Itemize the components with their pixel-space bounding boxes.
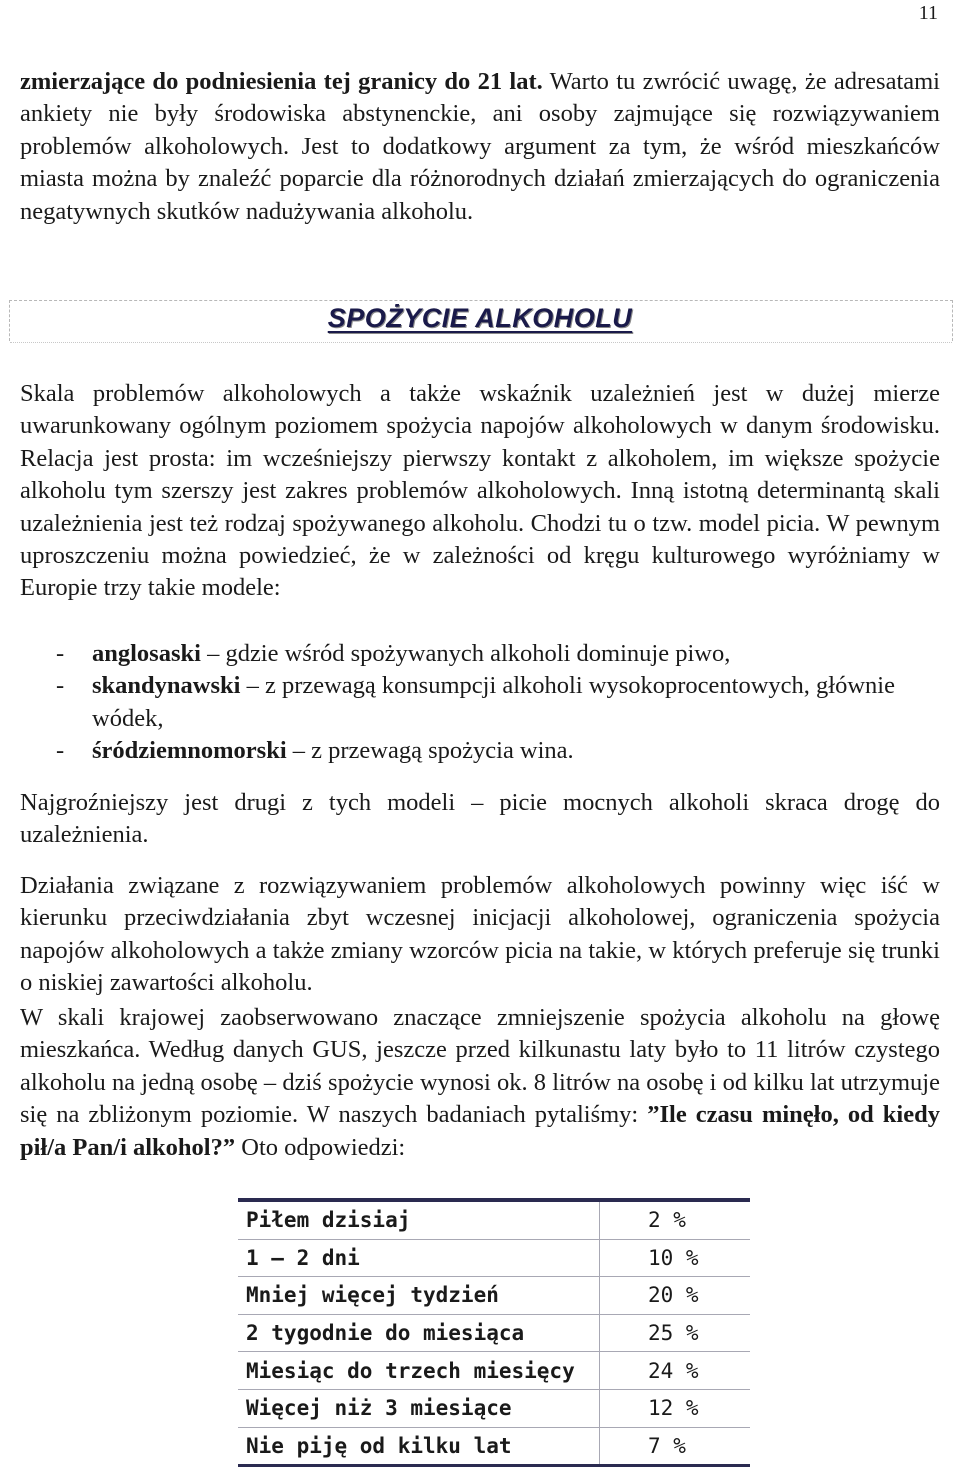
paragraph-drinking-models: Skala problemów alkoholowych a także wskaźnik uzależnień jest w dużej mierze uwarunkowany ogólnym poziomem spożycia napojów alkoholowych w danym środowisku. Relacja jest prosta: im wcześniejszy pierwszy kontakt z alkoholem, im większe spożycie alkoholu tym szerszy jest zakres problemów alkoholowych. Inną istotną determinantą skali uzależnienia jest też rodzaj spożywanego alkoholu. Chodzi tu o tzw. model picia. W pewnym uproszczeniu można powiedzieć, że w zależności od kręgu kulturowego wyróżniamy w Europie trzy takie modele:: [20, 380, 940, 602]
model-description: – gdzie wśród spożywanych alkoholi dominuje piwo,: [200, 640, 731, 667]
list-dash: -: [56, 672, 65, 700]
answer-percent: 10 %: [648, 1245, 699, 1270]
list-item: [20, 670, 940, 735]
table-row: [238, 1428, 750, 1465]
paragraph-actions: Działania związane z rozwiązywaniem problemów alkoholowych powinny więc iść w kierunku przeciwdziałania zbyt wczesnej inicjacji alkoholowej, ograniczenia spożycia napojów alkoholowych a także zmiany wzorców picia na takie, w których preferuje się trunki o niskiej zawartości alkoholu.: [20, 872, 940, 997]
list-item: [20, 735, 940, 767]
answer-label: Piłem dzisiaj: [238, 1202, 600, 1239]
table-row: [238, 1202, 750, 1240]
model-name: skandynawski: [92, 672, 241, 700]
answer-percent: 25 %: [648, 1321, 699, 1346]
answer-label: Miesiąc do trzech miesięcy: [238, 1352, 600, 1389]
model-name: śródziemnomorski: [92, 737, 287, 765]
national-data-text: W skali krajowej zaobserwowano znaczące zmniejszenie spożycia alkoholu na głowę mieszkańca. Według danych GUS, jeszcze przed kilkunastu laty było to 11 litrów czystego alkoholu na jedną osobę – dziś spożycie wynosi ok. 8 litrów na osobę i od kilku lat utrzymuje się na zbliżonym poziomie. W naszych badaniach pytaliśmy:: [20, 1004, 940, 1129]
table-row: [238, 1315, 750, 1353]
model-description: – z przewagą konsumpcji alkoholi wysokoprocentowych, głównie wódek,: [92, 672, 895, 732]
answer-label: Więcej niż 3 miesiące: [238, 1390, 600, 1427]
list-item: [20, 638, 940, 670]
models-list: [20, 638, 940, 768]
answer-label: 2 tygodnie do miesiąca: [238, 1315, 600, 1352]
survey-question: ”Ile czasu minęło, od kiedy pił/a Pan/i alkohol?”: [20, 1101, 940, 1161]
section-heading: SPOŻYCIE ALKOHOLU: [327, 303, 633, 333]
paragraph-national-data: [20, 1002, 940, 1164]
model-name: anglosaski: [92, 640, 201, 667]
table-row: [238, 1277, 750, 1315]
answer-percent: 20 %: [648, 1283, 699, 1308]
answers-intro: Oto odpowiedzi:: [235, 1133, 406, 1161]
table-row: [238, 1240, 750, 1278]
answer-percent: 12 %: [648, 1396, 699, 1421]
answer-label: 1 – 2 dni: [238, 1240, 600, 1277]
list-dash: -: [56, 640, 65, 667]
intro-text: Warto tu zwrócić uwagę, że adresatami ankiety nie były środowiska abstynenckie, ani osoby zajmujące się rozwiązywaniem problemów alkoholowych. Jest to dodatkowy argument za tym, że wśród mieszkańców miasta można by znaleźć poparcie dla różnorodnych działań zmierzających do ograniczenia negatywnych skutków nadużywania alkoholu.: [20, 68, 940, 225]
paragraph-intro: [20, 66, 940, 228]
answer-percent: 7 %: [648, 1433, 686, 1458]
answer-label: Mniej więcej tydzień: [238, 1277, 600, 1314]
paragraph-most-dangerous: Najgroźniejszy jest drugi z tych modeli – picie mocnych alkoholi skraca drogę do uzależnienia.: [20, 789, 940, 849]
table-row: [238, 1352, 750, 1390]
answer-percent: 24 %: [648, 1358, 699, 1383]
intro-bold-text: zmierzające do podniesienia tej granicy do 21 lat.: [20, 68, 543, 95]
answer-percent: 2 %: [648, 1208, 686, 1233]
list-dash: -: [56, 737, 65, 765]
page-number: 11: [918, 2, 938, 24]
answers-table: [238, 1198, 750, 1467]
answer-label: Nie piję od kilku lat: [238, 1428, 600, 1465]
table-row: [238, 1390, 750, 1428]
model-description: – z przewagą spożycia wina.: [286, 737, 574, 765]
